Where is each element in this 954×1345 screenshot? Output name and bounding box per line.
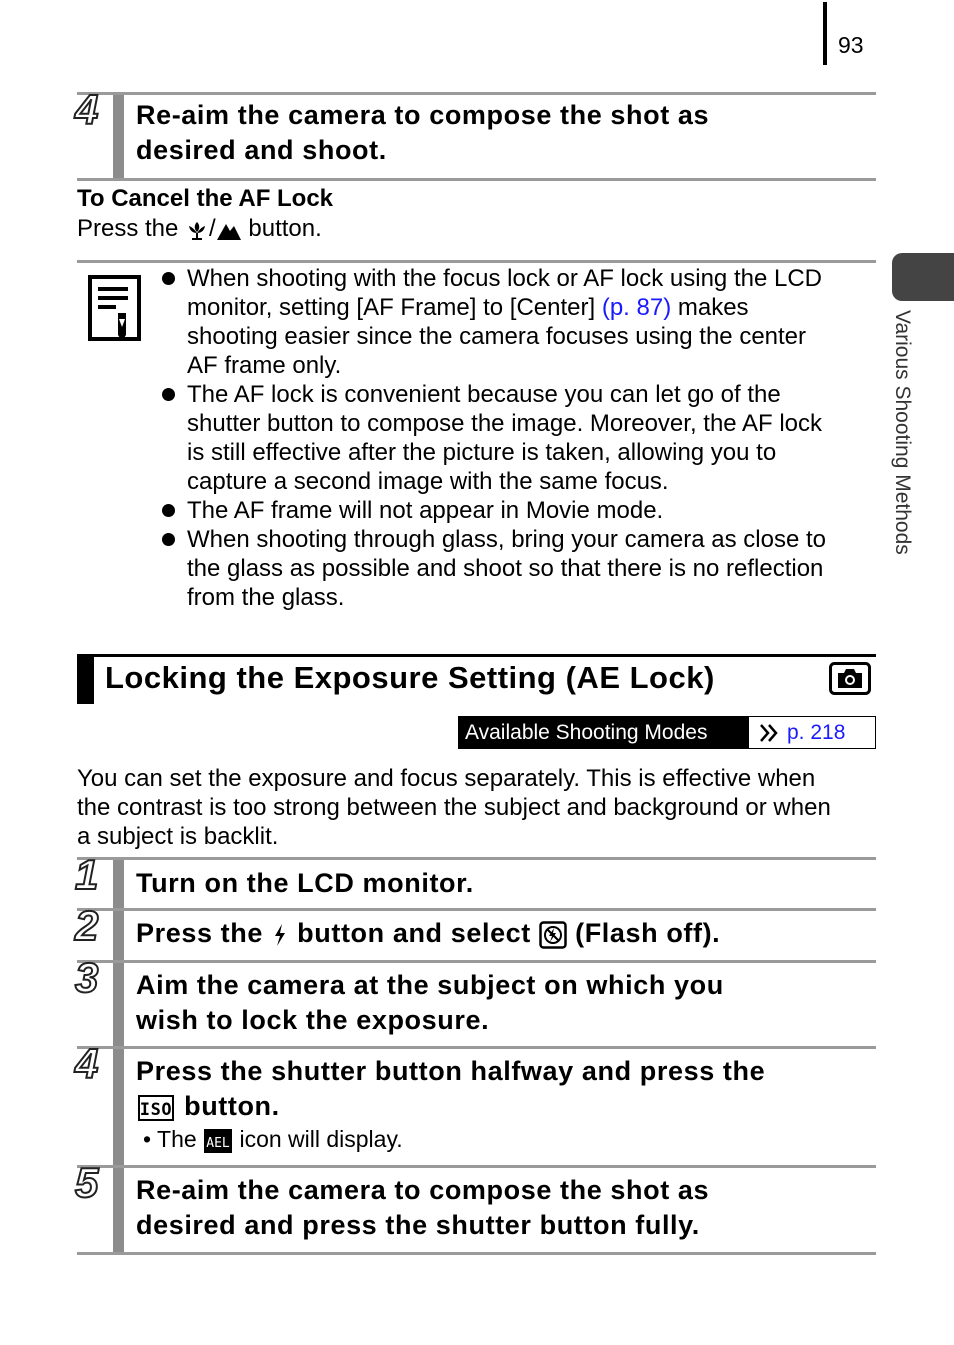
step-text-part: Press the	[136, 918, 272, 948]
step-line: Re-aim the camera to compose the shot as	[136, 1175, 710, 1205]
note-line: shooting easier since the camera focuses using the center	[187, 323, 807, 350]
note-line: AF frame only.	[187, 352, 342, 379]
note-text: monitor, setting [AF Frame] to [Center]	[187, 294, 602, 321]
step-3	[75, 954, 876, 1047]
step-line: wish to lock the exposure.	[136, 1005, 490, 1035]
svg-text:AEL: AEL	[206, 1135, 230, 1151]
step-number: 3	[75, 954, 99, 1001]
page-number: 93	[838, 32, 864, 58]
intro-line: a subject is backlit.	[77, 823, 279, 850]
step-text-part: button.	[176, 1091, 280, 1121]
page-number-rule	[823, 2, 827, 65]
step-2	[75, 902, 876, 961]
step-number: 1	[75, 851, 99, 898]
side-tab[interactable]	[892, 253, 954, 301]
step-text: Turn on the LCD monitor.	[136, 868, 474, 898]
step-text	[136, 1054, 872, 1124]
note-bullet	[160, 380, 875, 496]
note-bullet	[160, 496, 875, 525]
note-line: When shooting with the focus lock or AF lock using the LCD	[187, 265, 822, 292]
section-title: Locking the Exposure Setting (AE Lock)	[105, 660, 715, 695]
flash-off-icon	[539, 921, 567, 949]
step-text	[136, 98, 872, 168]
mountain-icon	[216, 219, 242, 241]
cancel-sep: /	[209, 215, 216, 242]
section-rule	[77, 654, 876, 657]
step-1	[75, 851, 876, 909]
step-bar	[113, 1049, 124, 1166]
step-4	[75, 1040, 876, 1166]
step-number: 4	[75, 1040, 99, 1087]
step-sub-text: icon will display.	[233, 1126, 403, 1152]
note-bullet	[160, 525, 875, 612]
note-line	[187, 293, 875, 322]
double-chevron-icon	[759, 724, 779, 742]
iso-button-icon	[136, 1094, 176, 1122]
note-line: is still effective after the picture is taken, allowing you to	[187, 439, 777, 466]
step-5	[75, 1159, 876, 1255]
side-tab-label-wrap	[880, 310, 940, 610]
svg-text:ISO: ISO	[139, 1099, 173, 1120]
step-text-part: (Flash off).	[567, 918, 721, 948]
step-bar	[113, 95, 124, 178]
ael-icon	[203, 1128, 233, 1154]
bullet-dot	[162, 533, 175, 546]
note-icon	[88, 275, 141, 343]
note-line: shutter button to compose the image. Moreover, the AF lock	[187, 410, 823, 437]
cancel-post: button.	[241, 215, 322, 242]
step-line: Press the shutter button halfway and press the	[136, 1056, 766, 1086]
intro-line: You can set the exposure and focus separately. This is effective when	[77, 765, 816, 792]
bullet-dot	[162, 388, 175, 401]
intro-paragraph	[77, 764, 877, 851]
step-number: 4	[75, 86, 99, 133]
note-line: When shooting through glass, bring your camera as close to	[187, 526, 827, 553]
note-line: capture a second image with the same focus.	[187, 468, 669, 495]
camera-icon	[829, 662, 871, 695]
step-4-top	[75, 86, 876, 181]
bullet-dot	[162, 504, 175, 517]
available-modes-bar	[458, 716, 876, 749]
note-line: from the glass.	[187, 584, 345, 611]
step-line: Aim the camera at the subject on which you	[136, 970, 724, 1000]
note-divider	[77, 260, 876, 263]
cancel-pre: Press the	[77, 215, 186, 242]
step-bar	[113, 860, 124, 909]
step-bar	[113, 1168, 124, 1252]
step-bar	[113, 911, 124, 961]
step-line: desired and press the shutter button fully.	[136, 1210, 700, 1240]
step-text	[136, 916, 872, 951]
step-bar	[113, 963, 124, 1047]
step-number: 5	[75, 1159, 99, 1206]
step-text	[136, 1173, 872, 1243]
note-text: makes	[671, 294, 749, 321]
cancel-heading: To Cancel the AF Lock	[77, 185, 334, 212]
available-modes-label: Available Shooting Modes	[459, 717, 749, 748]
side-tab-label: Various Shooting Methods	[891, 310, 914, 555]
step-line: desired and shoot.	[136, 135, 387, 165]
step-sub	[143, 1125, 403, 1154]
modes-page-link[interactable]: p. 218	[787, 721, 846, 744]
macro-icon	[185, 218, 209, 242]
intro-line: the contrast is too strong between the subject and background or when	[77, 794, 831, 821]
step-sub-text: • The	[143, 1126, 204, 1152]
note-line: the glass as possible and shoot so that there is no reflection	[187, 555, 824, 582]
cancel-text	[77, 214, 322, 243]
note-line: The AF lock is convenient because you can let go of the	[187, 381, 781, 408]
note-bullet	[160, 264, 875, 380]
step-text-part: button and select	[289, 918, 539, 948]
step-line	[136, 1089, 872, 1124]
step-text	[136, 968, 872, 1038]
note-bullets	[160, 264, 875, 612]
step-number: 2	[75, 902, 99, 949]
bullet-dot	[162, 272, 175, 285]
note-line: The AF frame will not appear in Movie mode.	[187, 497, 664, 524]
page-link[interactable]: (p. 87)	[601, 294, 672, 321]
section-bar	[77, 657, 94, 704]
flash-icon	[271, 922, 289, 948]
step-line: Re-aim the camera to compose the shot as	[136, 100, 710, 130]
